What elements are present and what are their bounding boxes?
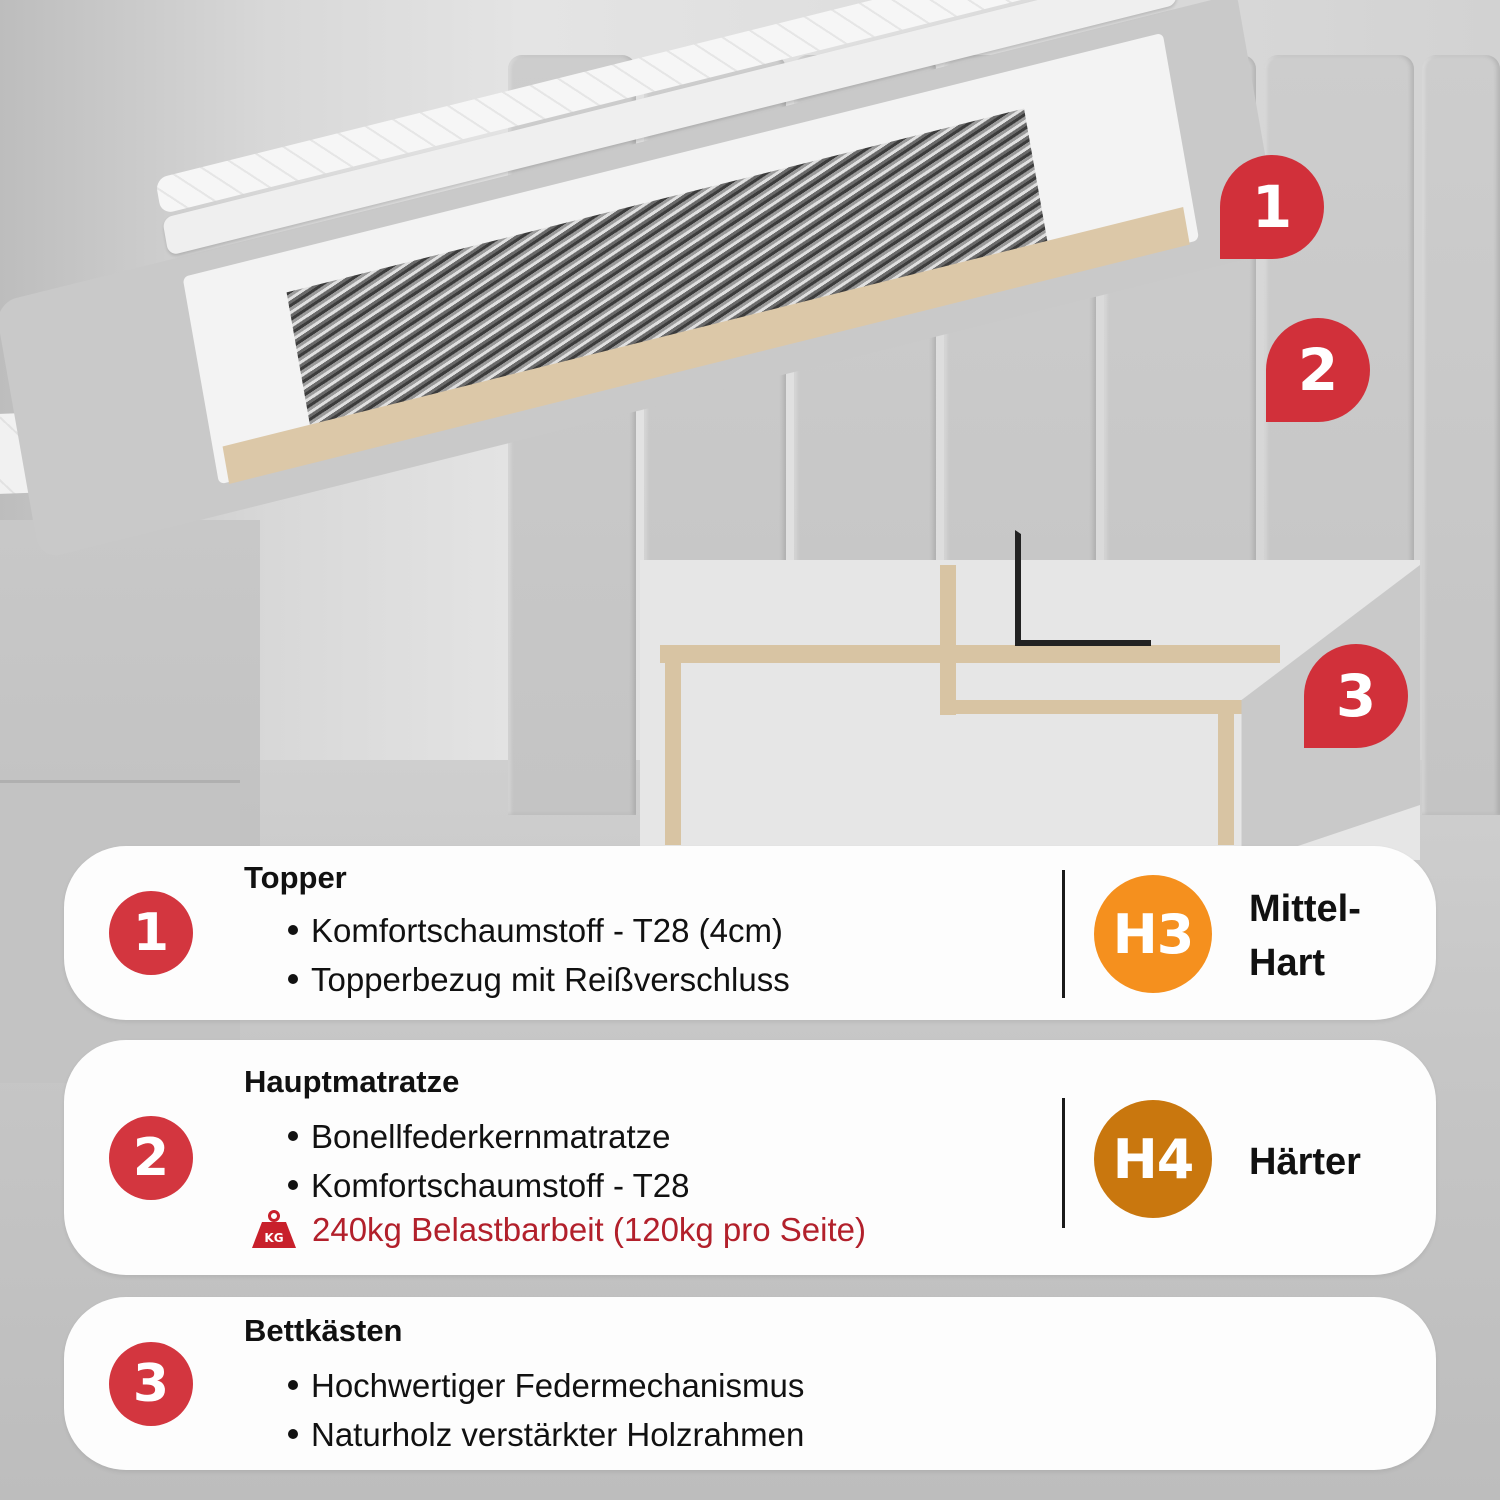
feature-card-storage-boxes (64, 1297, 1436, 1470)
wood-frame-post (1218, 705, 1234, 845)
kg-weight-icon (250, 1210, 298, 1250)
bullet-dot-icon (288, 974, 298, 984)
card-title: Bettkästen (244, 1313, 403, 1348)
vertical-divider (1062, 870, 1065, 998)
hardness-label: Härter (1249, 1141, 1361, 1183)
wood-frame-rail (940, 700, 1250, 714)
bullet-dot-icon (288, 1429, 298, 1439)
bullet-dot-icon (288, 925, 298, 935)
callout-pin-1: 1 (1220, 155, 1324, 259)
bullet-item: Komfortschaumstoff - T28 (284, 1161, 689, 1210)
bullet-list (284, 1112, 689, 1210)
bullet-item: Topperbezug mit Reißverschluss (284, 955, 790, 1004)
bullet-list (284, 1361, 804, 1459)
number-badge-1: 1 (109, 891, 193, 975)
bullet-list (284, 906, 790, 1004)
bullet-dot-icon (288, 1380, 298, 1390)
callout-pin-3: 3 (1304, 644, 1408, 748)
hardness-badge-h3: H3 (1094, 875, 1212, 993)
hardness-badge-h4: H4 (1094, 1100, 1212, 1218)
load-capacity-text: 240kg Belastbarbeit (120kg pro Seite) (312, 1211, 867, 1248)
wood-frame-rail (660, 645, 1280, 663)
number-badge-2: 2 (109, 1116, 193, 1200)
hardness-label: Mittel- Hart (1249, 888, 1361, 984)
bullet-dot-icon (288, 1180, 298, 1190)
feature-card-topper (64, 846, 1436, 1020)
card-title: Hauptmatratze (244, 1064, 460, 1099)
headboard-panel (1422, 55, 1500, 815)
callout-pin-2: 2 (1266, 318, 1370, 422)
number-badge-3: 3 (109, 1342, 193, 1426)
wood-frame-post (940, 565, 956, 715)
bullet-item: Hochwertiger Federmechanismus (284, 1361, 804, 1410)
vertical-divider (1062, 1098, 1065, 1228)
load-capacity-row (250, 1210, 866, 1250)
wood-frame-post (665, 645, 681, 845)
bullet-item: Komfortschaumstoff - T28 (4cm) (284, 906, 790, 955)
bullet-item: Bonellfederkernmatratze (284, 1112, 689, 1161)
svg-text:KG: KG (264, 1231, 284, 1245)
card-title: Topper (244, 860, 347, 895)
feature-card-main-mattress (64, 1040, 1436, 1275)
bullet-dot-icon (288, 1131, 298, 1141)
bullet-item: Naturholz verstärkter Holzrahmen (284, 1410, 804, 1459)
